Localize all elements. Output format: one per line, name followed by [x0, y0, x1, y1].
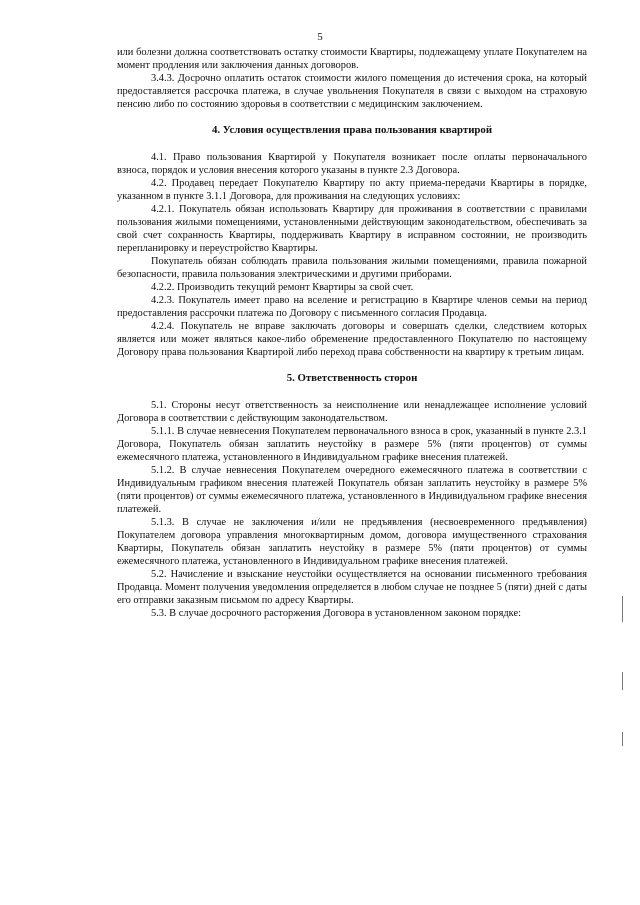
paragraph-4-2-1: 4.2.1. Покупатель обязан использовать Квартиру для проживания в соответствии с правилами пользования жилыми помещениями, установленными действующим законодательством, обеспечивать за свой счет сохранность Квартиры, поддерживать Квартиру в исправном состоянии, не производить перепланировку и переустройство Квартиры. [117, 204, 587, 254]
section-4-heading: 4. Условия осуществления права пользования квартирой [211, 124, 493, 136]
paragraph-4-1: 4.1. Право пользования Квартирой у Покупателя возникает после оплаты первоначального взноса, порядок и условия внесения которого указаны в пункте 2.3 Договора. [117, 152, 587, 176]
paragraph-5-1-1: 5.1.1. В случае невнесения Покупателем первоначального взноса в срок, указанный в пункте 2.3.1 Договора, Покупатель обязан заплатить неустойку в размере 5% (пяти процентов) от суммы ежемесячного платежа, установленного в Индивидуальном графике внесения платежей. [117, 426, 587, 463]
scan-margin-mark [622, 732, 623, 746]
paragraph-continuation: или болезни должна соответствовать остатку стоимости Квартиры, подлежащему уплате Покупателем на момент продления или заключения данных договоров. [117, 47, 587, 71]
paragraph-5-3: 5.3. В случае досрочного расторжения Договора в установленном законом порядке: [151, 608, 521, 619]
page-number: 5 [317, 31, 323, 43]
paragraph-5-1-2: 5.1.2. В случае невнесения Покупателем очередного ежемесячного платежа в соответствии с Индивидуальным графиком внесения платежей Покупатель обязан заплатить неустойку в размере 5% (пяти процентов) от суммы ежемесячного платежа, установленного в Индивидуальном графике внесения платежей. [117, 465, 587, 515]
paragraph-5-1-3: 5.1.3. В случае не заключения и/или не предъявления (несвоевременного предъявления) Покупателем договора управления многоквартирным домом, договора имущественного страхования Квартиры, Покупатель обязан заплатить неустойку в размере 5% (пяти процентов) от суммы ежемесячного платежа, установленного в Индивидуальном графике внесения платежей. [117, 517, 587, 567]
paragraph-4-2: 4.2. Продавец передает Покупателю Квартиру по акту приема-передачи Квартиры в порядке, указанном в пункте 3.1.1 Договора, для проживания на следующих условиях: [117, 178, 587, 202]
scan-margin-mark [622, 596, 623, 622]
scan-margin-mark [622, 672, 623, 690]
paragraph-4-2-4: 4.2.4. Покупатель не вправе заключать договоры и совершать сделки, следствием которых является или может являться какое-либо обременение предоставленного Покупателю по настоящему Договору права пользования Квартирой либо переход права собственности на квартиру к третьим лицам. [117, 321, 587, 358]
section-5-heading: 5. Ответственность сторон [286, 372, 418, 384]
paragraph-4-2-2: 4.2.2. Производить текущий ремонт Квартиры за свой счет. [151, 282, 414, 293]
paragraph-3-4-3: 3.4.3. Досрочно оплатить остаток стоимости жилого помещения до истечения срока, на который предоставляется рассрочка платежа, в случае увольнения Покупателя в связи с выходом на страховую пенсию либо по состоянию здоровья в соответствии с медицинским заключением. [117, 73, 587, 110]
paragraph-rules: Покупатель обязан соблюдать правила пользования жилыми помещениями, правила пожарной безопасности, правила пользования электрическими и другими приборами. [117, 256, 587, 280]
paragraph-5-1: 5.1. Стороны несут ответственность за неисполнение или ненадлежащее исполнение условий Договора в соответствии с действующим законодательством. [117, 400, 587, 424]
paragraph-4-2-3: 4.2.3. Покупатель имеет право на вселение и регистрацию в Квартире членов семьи на период предоставления рассрочки платежа по Договору с письменного согласия Продавца. [117, 295, 587, 319]
document-body [117, 46, 587, 620]
paragraph-5-2: 5.2. Начисление и взыскание неустойки осуществляется на основании письменного требования Продавца. Момент получения уведомления определяется в любом случае не позднее 5 (пяти) дней с даты его отправки заказным письмом по адресу Квартиры. [117, 569, 587, 606]
